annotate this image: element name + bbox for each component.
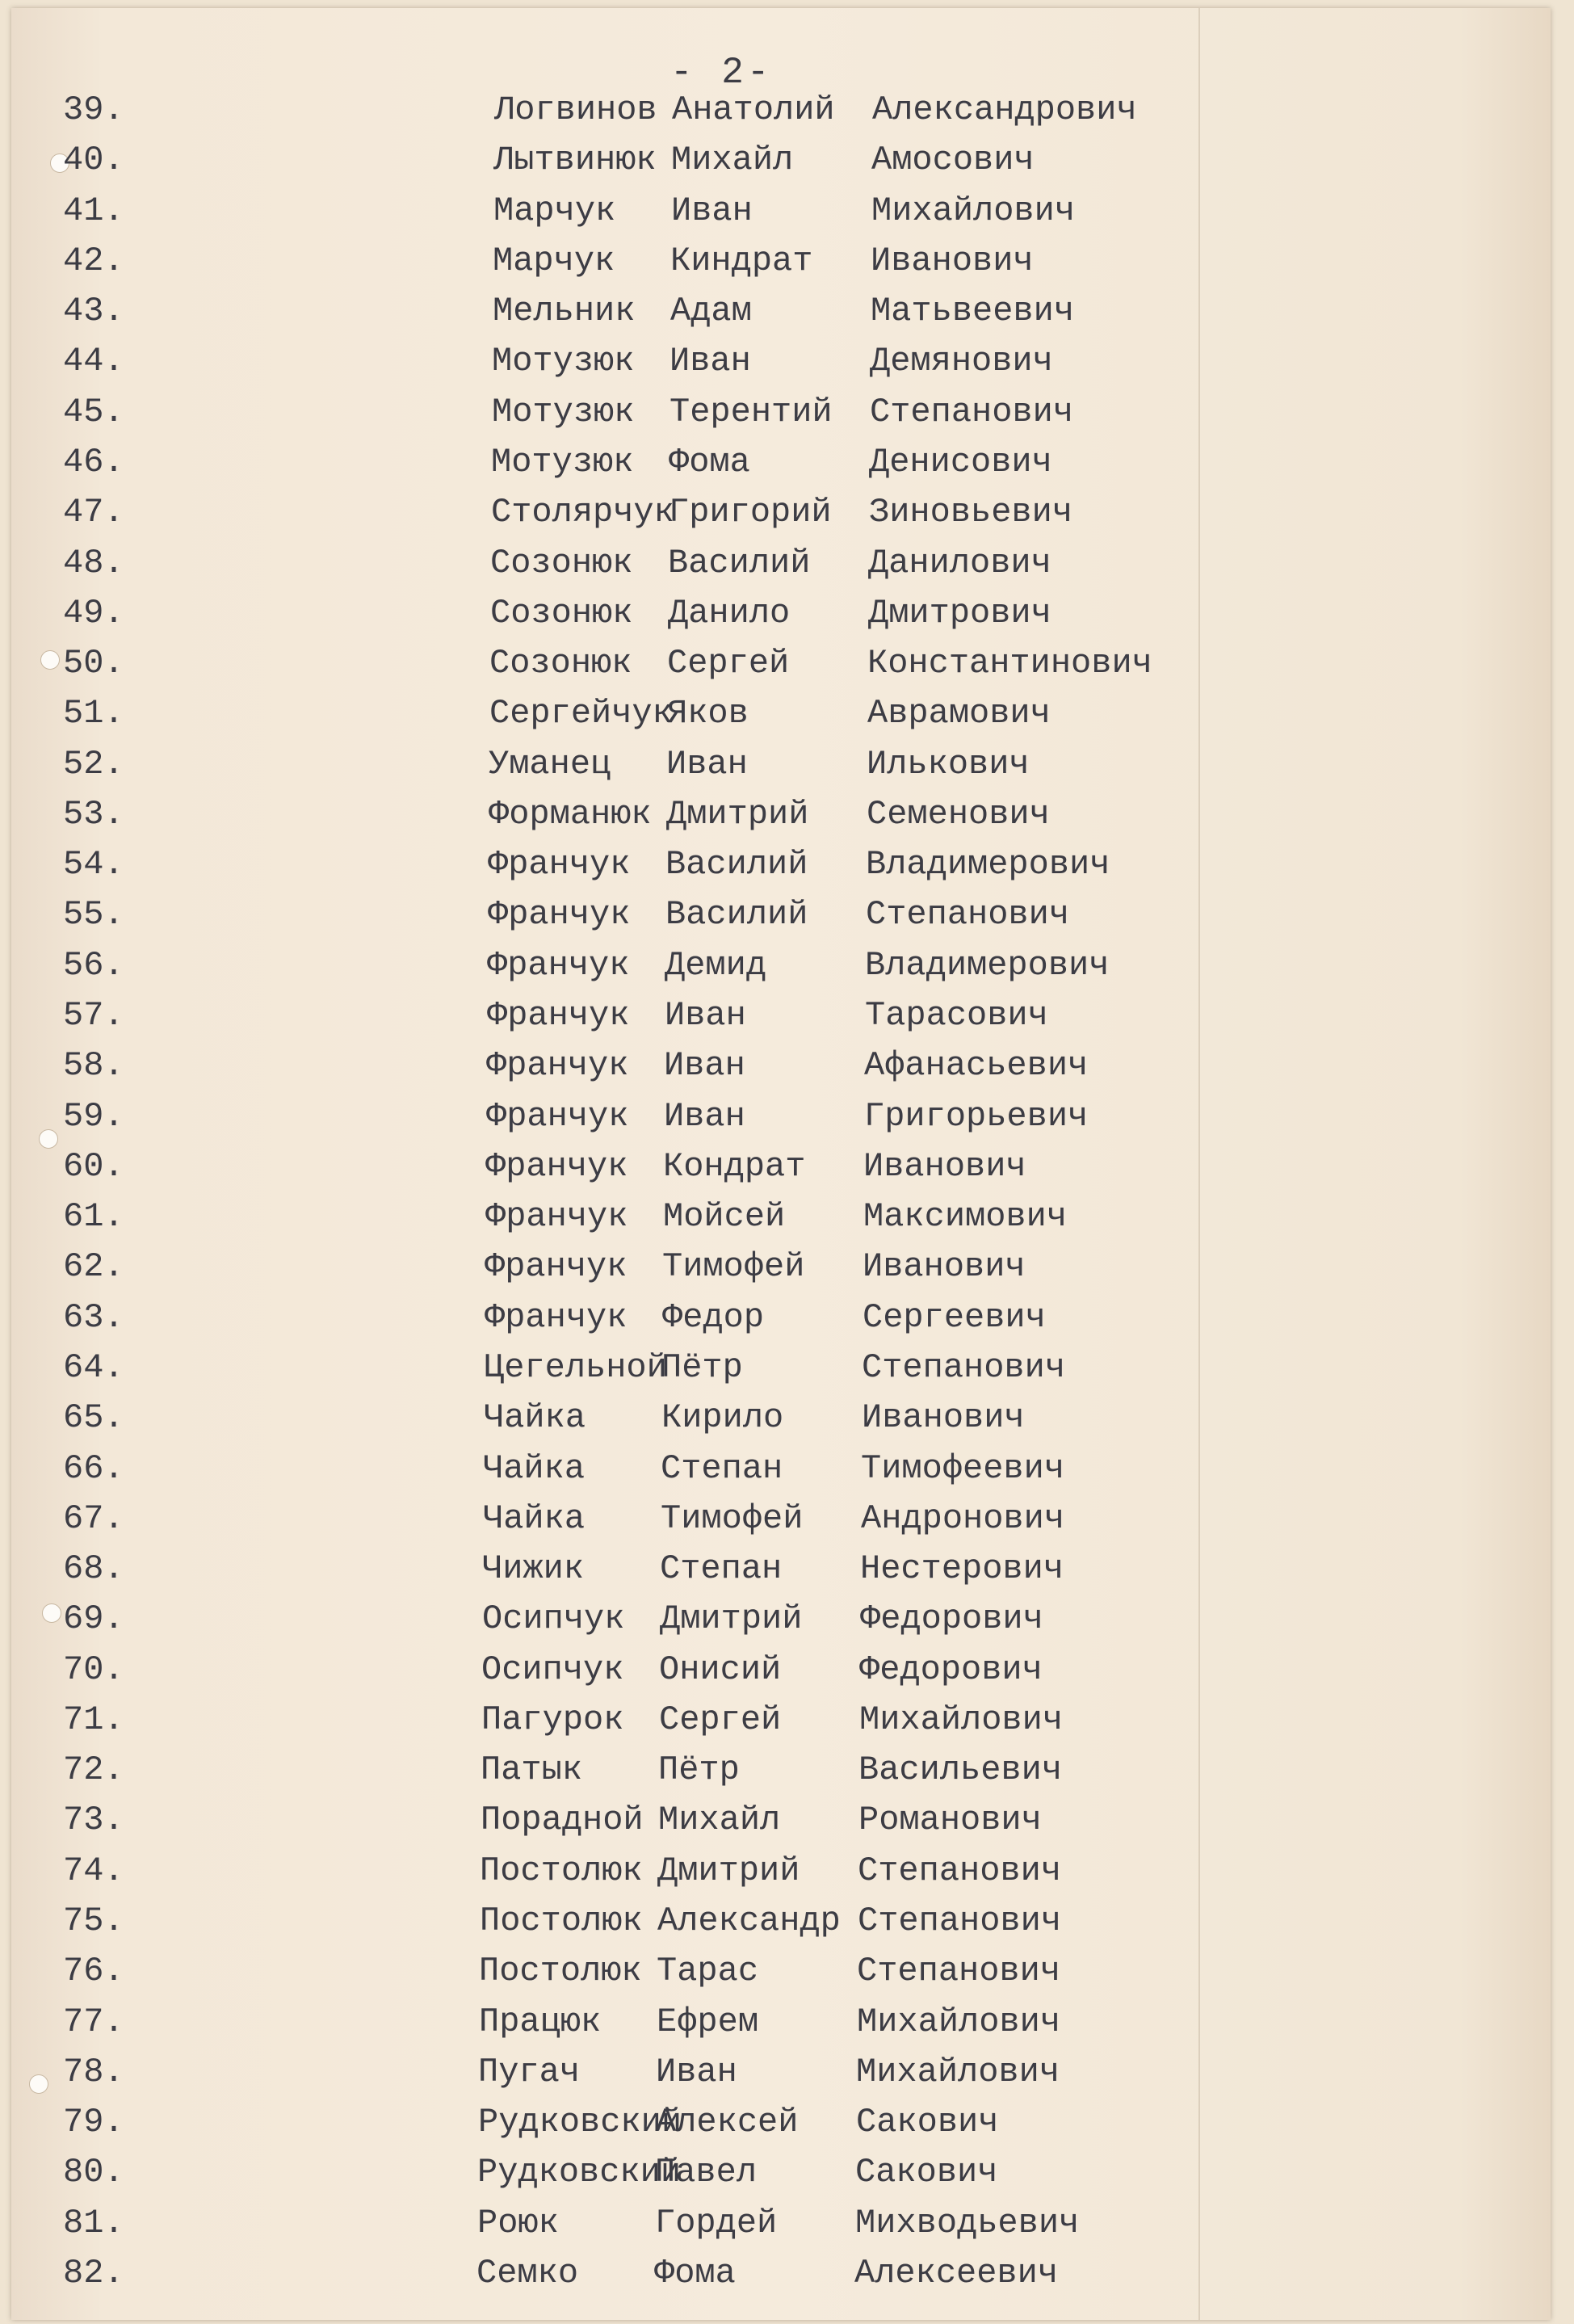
- entry-number: 40.: [63, 141, 124, 179]
- list-item: [0, 1197, 1574, 1242]
- entry-surname: Франчук: [485, 1247, 628, 1286]
- entry-patronymic: Иванович: [862, 1398, 1025, 1437]
- entry-patronymic: Семенович: [867, 795, 1050, 834]
- entry-surname: Лытвинюк: [493, 141, 657, 179]
- list-item: [0, 694, 1574, 739]
- entry-number: 67.: [63, 1499, 124, 1538]
- entry-surname: Чайка: [483, 1499, 586, 1538]
- entry-given-name: Михайл: [658, 1801, 781, 1839]
- entry-given-name: Фома: [669, 443, 750, 481]
- list-item: [0, 2003, 1574, 2048]
- entry-surname: Чайка: [484, 1398, 586, 1437]
- entry-given-name: Адам: [670, 292, 752, 330]
- entry-surname: Франчук: [485, 1298, 628, 1337]
- entry-surname: Порадной: [481, 1801, 644, 1839]
- entry-number: 80.: [63, 2153, 124, 2192]
- entry-patronymic: Владимерович: [865, 946, 1110, 985]
- entry-given-name: Яков: [667, 694, 749, 733]
- entry-given-name: Степан: [660, 1549, 783, 1588]
- list-item: [0, 544, 1574, 589]
- list-item: [0, 342, 1574, 387]
- list-item: [0, 1599, 1574, 1645]
- entry-patronymic: Денисович: [869, 443, 1052, 481]
- entry-patronymic: Тимофеевич: [861, 1449, 1065, 1488]
- entry-given-name: Иван: [664, 1046, 745, 1085]
- entry-given-name: Григорий: [669, 493, 832, 532]
- entry-surname: Семко: [476, 2254, 579, 2292]
- entry-surname: Пагурок: [481, 1700, 624, 1739]
- entry-number: 65.: [63, 1398, 124, 1437]
- entry-number: 53.: [63, 795, 124, 834]
- list-item: [0, 2254, 1574, 2299]
- entry-surname: Рудковский: [477, 2153, 682, 2192]
- entry-given-name: Василий: [668, 544, 811, 582]
- entry-patronymic: Сакович: [855, 2153, 998, 2192]
- entry-given-name: Василий: [665, 895, 808, 934]
- entry-given-name: Иван: [669, 342, 751, 380]
- entry-number: 54.: [63, 845, 124, 884]
- entry-surname: Франчук: [487, 946, 630, 985]
- entry-patronymic: Владимерович: [866, 845, 1110, 884]
- entry-patronymic: Федорович: [859, 1650, 1043, 1689]
- entry-patronymic: Нестерович: [860, 1549, 1064, 1588]
- entry-given-name: Степан: [661, 1449, 783, 1488]
- list-item: [0, 90, 1574, 136]
- entry-number: 72.: [63, 1750, 124, 1789]
- entry-patronymic: Сакович: [856, 2103, 999, 2141]
- entry-patronymic: Иванович: [863, 1247, 1026, 1286]
- entry-given-name: Василий: [665, 845, 808, 884]
- entry-number: 73.: [63, 1801, 124, 1839]
- entry-given-name: Дмитрий: [666, 795, 809, 834]
- entry-patronymic: Михайлович: [871, 191, 1076, 230]
- entry-surname: Логвинов: [494, 90, 657, 129]
- entry-number: 45.: [63, 393, 124, 431]
- list-item: [0, 1298, 1574, 1343]
- entry-given-name: Киндрат: [670, 242, 813, 280]
- entry-given-name: Иван: [666, 745, 748, 784]
- entry-patronymic: Аврамович: [867, 694, 1051, 733]
- entry-number: 43.: [63, 292, 124, 330]
- list-item: [0, 1650, 1574, 1696]
- entry-patronymic: Александрович: [872, 90, 1137, 129]
- entry-surname: Чайка: [483, 1449, 586, 1488]
- entry-patronymic: Тарасович: [865, 996, 1048, 1035]
- list-item: [0, 1046, 1574, 1091]
- entry-patronymic: Иванович: [863, 1147, 1026, 1186]
- entry-given-name: Тимофей: [662, 1247, 805, 1286]
- entry-surname: Цегельной: [484, 1348, 667, 1387]
- list-item: [0, 1902, 1574, 1947]
- entry-given-name: Иван: [665, 996, 746, 1035]
- entry-number: 64.: [63, 1348, 124, 1387]
- entry-given-name: Данило: [668, 594, 791, 632]
- list-item: [0, 141, 1574, 186]
- entry-surname: Созонюк: [489, 644, 632, 683]
- entry-surname: Мельник: [493, 292, 636, 330]
- list-item: [0, 1147, 1574, 1192]
- entry-number: 78.: [63, 2053, 124, 2091]
- list-item: [0, 1851, 1574, 1897]
- entry-surname: Сергейчук: [489, 694, 673, 733]
- entry-patronymic: Матьвеевич: [871, 292, 1075, 330]
- list-item: [0, 1750, 1574, 1796]
- list-item: [0, 1549, 1574, 1595]
- entry-patronymic: Григорьевич: [864, 1097, 1089, 1136]
- list-item: [0, 292, 1574, 337]
- entry-given-name: Тарас: [657, 1952, 759, 1990]
- entry-number: 71.: [63, 1700, 124, 1739]
- entry-surname: Франчук: [486, 1097, 629, 1136]
- entry-surname: Осипчук: [482, 1599, 625, 1638]
- entry-given-name: Дмитрий: [660, 1599, 803, 1638]
- entry-patronymic: Федорович: [860, 1599, 1043, 1638]
- list-item: [0, 242, 1574, 287]
- entry-surname: Осипчук: [481, 1650, 624, 1689]
- entry-number: 47.: [63, 493, 124, 532]
- entry-number: 66.: [63, 1449, 124, 1488]
- entry-patronymic: Илькович: [867, 745, 1030, 784]
- list-item: [0, 594, 1574, 639]
- entry-patronymic: Андронович: [861, 1499, 1065, 1538]
- entry-patronymic: Романович: [858, 1801, 1042, 1839]
- list-item: [0, 2053, 1574, 2098]
- entry-surname: Франчук: [488, 895, 631, 934]
- entry-number: 46.: [63, 443, 124, 481]
- entry-number: 81.: [63, 2204, 124, 2242]
- entry-surname: Столярчук: [491, 493, 674, 532]
- entry-number: 82.: [63, 2254, 124, 2292]
- list-item: [0, 895, 1574, 940]
- entry-surname: Працюк: [479, 2003, 602, 2041]
- entry-surname: Марчук: [493, 242, 615, 280]
- entry-number: 51.: [63, 694, 124, 733]
- list-item: [0, 1499, 1574, 1544]
- list-item: [0, 2103, 1574, 2148]
- entry-number: 74.: [63, 1851, 124, 1890]
- entry-patronymic: Демянович: [870, 342, 1053, 380]
- entry-surname: Франчук: [488, 845, 631, 884]
- list-item: [0, 1247, 1574, 1292]
- list-item: [0, 845, 1574, 890]
- entry-given-name: Мойсей: [663, 1197, 786, 1236]
- entry-patronymic: Сергеевич: [863, 1298, 1046, 1337]
- list-item: [0, 1449, 1574, 1494]
- entry-number: 69.: [63, 1599, 124, 1638]
- entry-given-name: Кондрат: [663, 1147, 806, 1186]
- entry-number: 49.: [63, 594, 124, 632]
- entry-patronymic: Михайлович: [857, 2003, 1061, 2041]
- entry-surname: Постолюк: [480, 1851, 643, 1890]
- entry-patronymic: Зиновьевич: [869, 493, 1073, 532]
- entry-number: 63.: [63, 1298, 124, 1337]
- entry-given-name: Онисий: [659, 1650, 782, 1689]
- entry-given-name: Иван: [664, 1097, 745, 1136]
- list-item: [0, 443, 1574, 488]
- entry-number: 52.: [63, 745, 124, 784]
- entry-number: 62.: [63, 1247, 124, 1286]
- entry-surname: Мотузюк: [491, 443, 634, 481]
- entry-number: 39.: [63, 90, 124, 129]
- entry-patronymic: Михайлович: [856, 2053, 1060, 2091]
- entry-surname: Франчук: [485, 1197, 628, 1236]
- entry-number: 41.: [63, 191, 124, 230]
- entry-number: 48.: [63, 544, 124, 582]
- list-item: [0, 1801, 1574, 1846]
- entry-surname: Постолюк: [480, 1902, 643, 1940]
- entry-surname: Патык: [481, 1750, 583, 1789]
- entry-patronymic: Степанович: [870, 393, 1074, 431]
- entry-given-name: Фома: [654, 2254, 736, 2292]
- entry-number: 77.: [63, 2003, 124, 2041]
- entry-patronymic: Данилович: [868, 544, 1051, 582]
- entry-patronymic: Алексеевич: [854, 2254, 1059, 2292]
- list-item: [0, 1398, 1574, 1444]
- entry-patronymic: Михайлович: [859, 1700, 1064, 1739]
- list-item: [0, 644, 1574, 689]
- entry-number: 59.: [63, 1097, 124, 1136]
- entry-patronymic: Афанасьевич: [864, 1046, 1089, 1085]
- entry-number: 61.: [63, 1197, 124, 1236]
- entry-patronymic: Максимович: [863, 1197, 1068, 1236]
- entry-patronymic: Степанович: [857, 1952, 1061, 1990]
- entry-patronymic: Степанович: [858, 1902, 1062, 1940]
- entry-surname: Роюк: [477, 2204, 559, 2242]
- entry-number: 56.: [63, 946, 124, 985]
- list-item: [0, 2204, 1574, 2249]
- entry-surname: Постолюк: [479, 1952, 642, 1990]
- entry-surname: Созонюк: [490, 544, 633, 582]
- entry-number: 75.: [63, 1902, 124, 1940]
- entry-given-name: Кирило: [661, 1398, 784, 1437]
- list-item: [0, 393, 1574, 438]
- list-item: [0, 946, 1574, 991]
- entry-given-name: Анатолий: [672, 90, 835, 129]
- entry-given-name: Гордей: [655, 2204, 778, 2242]
- entry-surname: Рудковский: [478, 2103, 682, 2141]
- entry-given-name: Сергей: [659, 1700, 782, 1739]
- entry-number: 50.: [63, 644, 124, 683]
- entry-given-name: Павел: [655, 2153, 758, 2192]
- entry-given-name: Александр: [657, 1902, 841, 1940]
- entry-given-name: Пётр: [658, 1750, 740, 1789]
- entry-patronymic: Михводьевич: [855, 2204, 1080, 2242]
- entry-given-name: Федор: [662, 1298, 765, 1337]
- entry-patronymic: Васильевич: [858, 1750, 1063, 1789]
- entry-given-name: Пётр: [661, 1348, 743, 1387]
- entry-patronymic: Степанович: [862, 1348, 1066, 1387]
- list-item: [0, 2153, 1574, 2198]
- entry-surname: Мотузюк: [492, 342, 635, 380]
- entry-surname: Уманец: [489, 745, 611, 784]
- entry-surname: Пугач: [478, 2053, 581, 2091]
- entry-surname: Марчук: [493, 191, 616, 230]
- list-item: [0, 1952, 1574, 1997]
- entry-surname: Чижик: [482, 1549, 585, 1588]
- entry-number: 55.: [63, 895, 124, 934]
- entry-number: 44.: [63, 342, 124, 380]
- entry-given-name: Алексей: [656, 2103, 799, 2141]
- entry-patronymic: Степанович: [866, 895, 1070, 934]
- entry-given-name: Сергей: [667, 644, 790, 683]
- entry-number: 70.: [63, 1650, 124, 1689]
- entry-number: 68.: [63, 1549, 124, 1588]
- list-item: [0, 795, 1574, 840]
- entry-patronymic: Степанович: [858, 1851, 1062, 1890]
- entry-patronymic: Дмитрович: [868, 594, 1051, 632]
- entry-number: 79.: [63, 2103, 124, 2141]
- entry-given-name: Михайл: [671, 141, 794, 179]
- entry-patronymic: Константинович: [867, 644, 1152, 683]
- entry-given-name: Ефрем: [657, 2003, 759, 2041]
- list-item: [0, 493, 1574, 538]
- list-item: [0, 745, 1574, 790]
- entry-surname: Франчук: [486, 1046, 629, 1085]
- entry-number: 58.: [63, 1046, 124, 1085]
- list-item: [0, 1700, 1574, 1746]
- entry-surname: Франчук: [487, 996, 630, 1035]
- list-item: [0, 996, 1574, 1041]
- list-item: [0, 191, 1574, 237]
- entry-number: 42.: [63, 242, 124, 280]
- entry-number: 76.: [63, 1952, 124, 1990]
- entry-given-name: Демид: [665, 946, 767, 985]
- entry-patronymic: Амосович: [871, 141, 1035, 179]
- entry-surname: Созонюк: [490, 594, 633, 632]
- entry-surname: Форманюк: [489, 795, 652, 834]
- page-number: - 2-: [670, 52, 773, 94]
- entry-number: 60.: [63, 1147, 124, 1186]
- entry-patronymic: Иванович: [871, 242, 1034, 280]
- entry-surname: Франчук: [485, 1147, 628, 1186]
- entry-given-name: Иван: [656, 2053, 737, 2091]
- entry-surname: Мотузюк: [492, 393, 635, 431]
- entry-given-name: Иван: [671, 191, 753, 230]
- entry-number: 57.: [63, 996, 124, 1035]
- entry-given-name: Терентий: [669, 393, 833, 431]
- entry-given-name: Тимофей: [661, 1499, 804, 1538]
- list-item: [0, 1097, 1574, 1142]
- list-item: [0, 1348, 1574, 1393]
- entry-given-name: Дмитрий: [657, 1851, 800, 1890]
